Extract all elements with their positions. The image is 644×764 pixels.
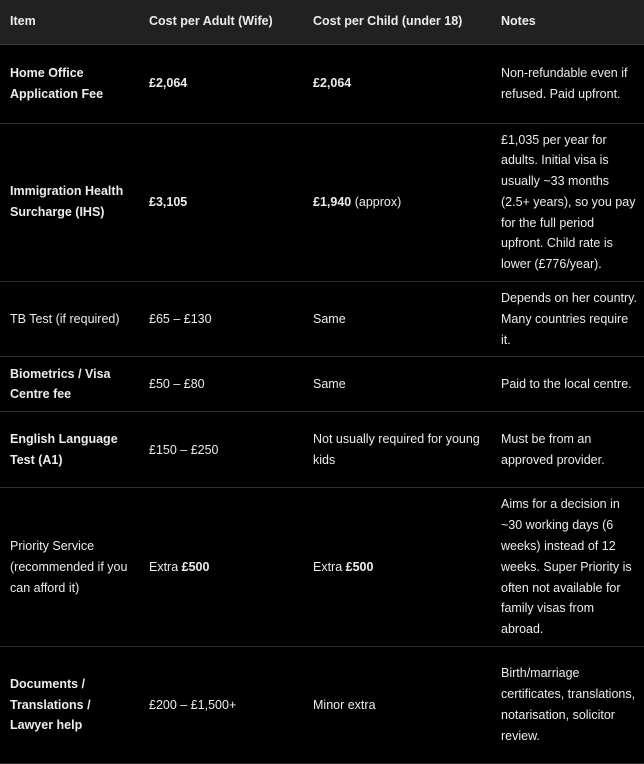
- row-child-cost: [303, 488, 491, 647]
- row-child-cost: Not usually required for young kids: [313, 432, 480, 467]
- row-notes: Birth/marriage certificates, translations, notarisation, solicitor review.: [501, 666, 636, 743]
- child-cost-suffix: (approx): [351, 194, 402, 209]
- row-item: Priority Service (recommended if you can afford it): [10, 539, 128, 595]
- row-item: Biometrics / Visa Centre fee: [10, 366, 111, 402]
- row-item: Home Office Application Fee: [10, 65, 104, 101]
- child-cost-value: £500: [345, 559, 374, 574]
- row-child-cost: [303, 123, 491, 282]
- row-adult-cost: £200 – £1,500+: [149, 697, 237, 712]
- row-notes: £1,035 per year for adults. Initial visa is usually ~33 months (2.5+ years), so you pay for the full period upfront. Child rate is lower (£776/year).: [501, 132, 636, 272]
- row-item: TB Test (if required): [10, 311, 120, 326]
- table-row: [0, 412, 644, 488]
- row-adult-cost: £2,064: [149, 76, 188, 91]
- row-notes: Paid to the local centre.: [501, 377, 632, 392]
- row-item: Documents / Translations / Lawyer help: [10, 676, 91, 733]
- row-adult-cost: £3,105: [149, 194, 188, 209]
- row-notes: Non-refundable even if refused. Paid upfront.: [501, 65, 628, 101]
- header-adult-cost: Cost per Adult (Wife): [139, 0, 303, 44]
- row-notes: Must be from an approved provider.: [501, 432, 605, 467]
- row-child-cost: [303, 44, 491, 123]
- header-notes: Notes: [491, 0, 644, 44]
- row-notes: Depends on her country. Many countries require it.: [501, 291, 637, 347]
- child-cost-prefix: Extra: [313, 559, 346, 574]
- header-child-cost: Cost per Child (under 18): [303, 0, 491, 44]
- table-row: [0, 44, 644, 123]
- row-item: English Language Test (A1): [10, 432, 118, 467]
- row-adult-cost: £50 – £80: [149, 377, 205, 392]
- row-child-cost: Same: [313, 311, 346, 326]
- table-body: [0, 44, 644, 764]
- table-row: [0, 123, 644, 282]
- table-row: [0, 357, 644, 412]
- table-row: [0, 647, 644, 764]
- row-child-cost: Minor extra: [313, 697, 376, 712]
- header-row: [0, 0, 644, 44]
- row-item: Immigration Health Surcharge (IHS): [10, 184, 124, 220]
- header-item: Item: [0, 0, 139, 44]
- table-row: [0, 282, 644, 357]
- row-adult-cost: [139, 488, 303, 647]
- row-child-cost: Same: [313, 377, 346, 392]
- table-header: [0, 0, 644, 44]
- adult-cost-value: £500: [181, 559, 210, 574]
- row-notes: Aims for a decision in ~30 working days (6 weeks) instead of 12 weeks. Super Priority is often not available for family visas from abroad.: [501, 497, 632, 637]
- table-row: [0, 488, 644, 647]
- child-cost-value: £2,064: [313, 76, 352, 91]
- adult-cost-prefix: Extra: [149, 559, 182, 574]
- row-adult-cost: £150 – £250: [149, 442, 219, 457]
- child-cost-value: £1,940: [313, 194, 352, 209]
- row-adult-cost: £65 – £130: [149, 311, 212, 326]
